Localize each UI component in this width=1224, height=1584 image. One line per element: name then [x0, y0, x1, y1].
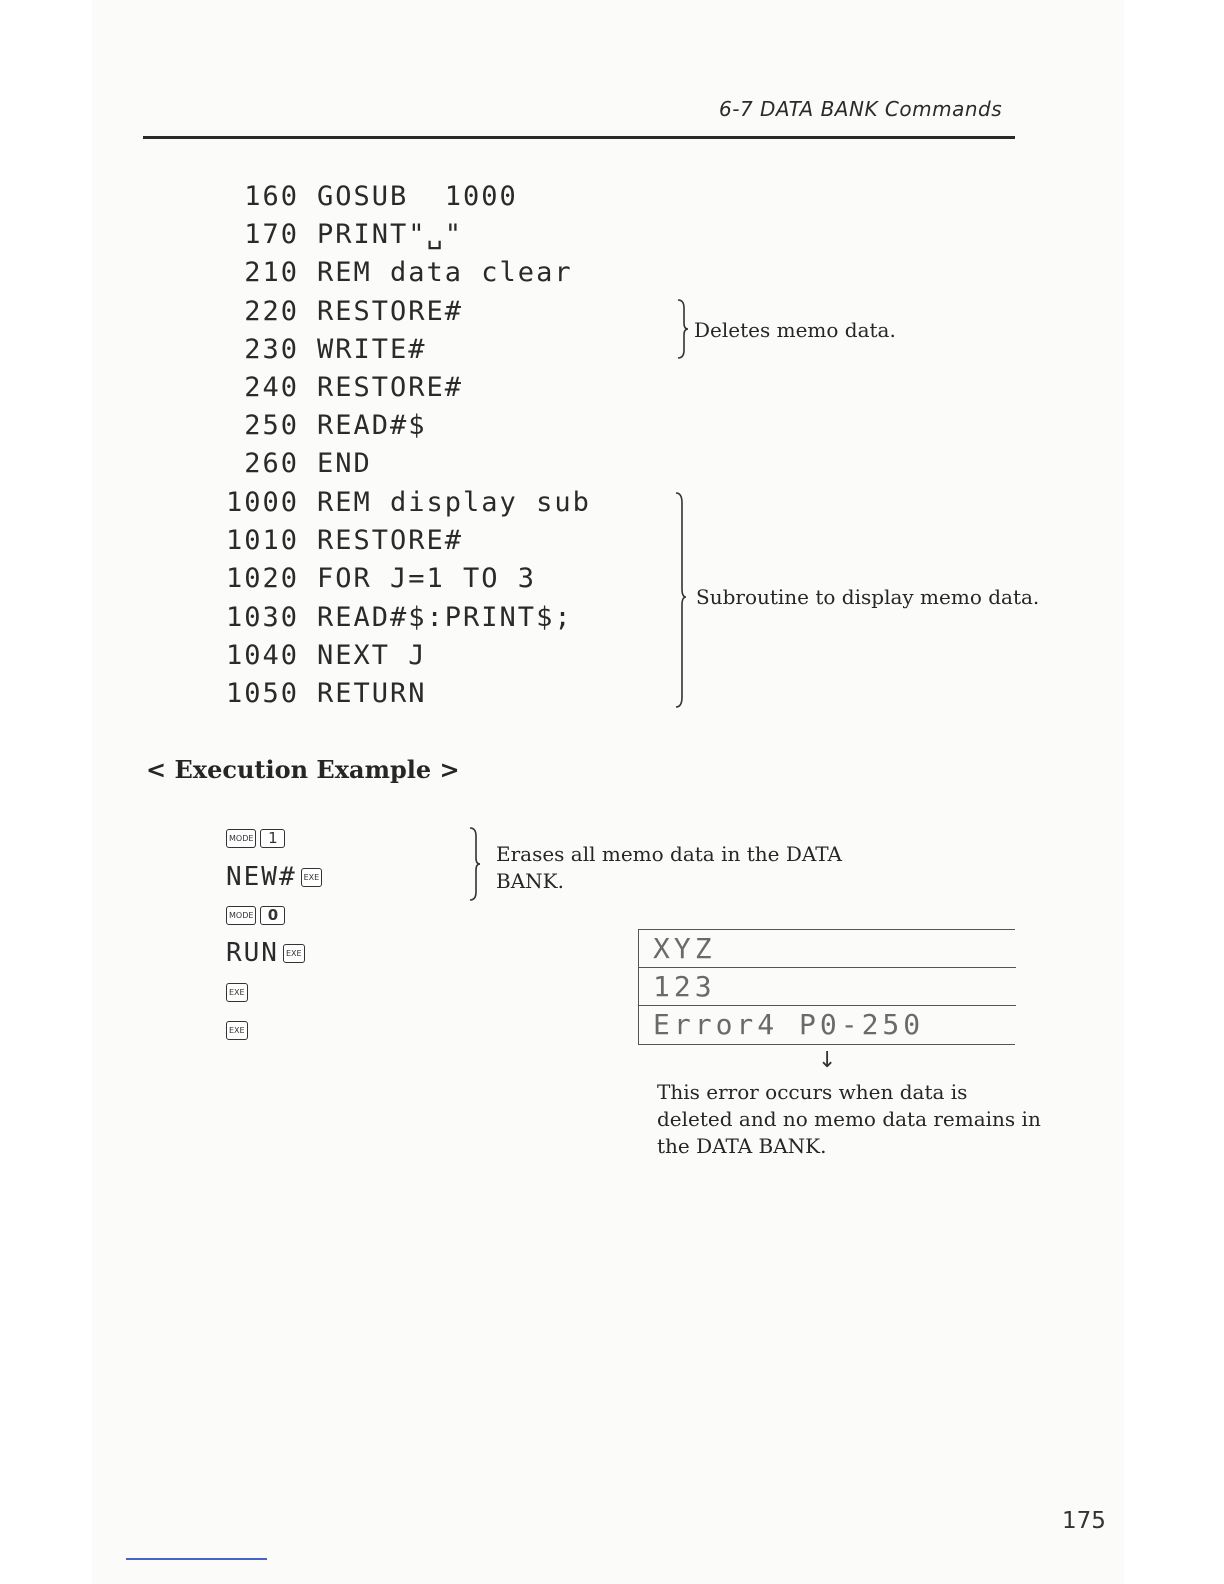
lcd-display — [638, 929, 1015, 1045]
down-arrow-icon: ↓ — [818, 1048, 837, 1073]
key-row — [226, 900, 285, 930]
page-number: 175 — [1062, 1508, 1106, 1534]
statement: RESTORE# — [317, 372, 464, 403]
line-number: 1010 — [225, 525, 299, 556]
line-number: 240 — [244, 372, 299, 403]
lcd-line: XYZ — [639, 930, 1016, 968]
lcd-line: 123 — [639, 968, 1016, 1006]
run-command: RUN — [226, 938, 279, 968]
exe-key: EXE — [283, 944, 305, 963]
statement: NEXT J — [317, 640, 427, 671]
line-number: 260 — [244, 448, 299, 479]
key-row — [226, 977, 248, 1007]
brace-subroutine — [674, 491, 688, 709]
statement: PRINT"␣" — [317, 219, 464, 250]
statement: FOR J=1 TO 3 — [317, 563, 537, 594]
note-error: This error occurs when data is deleted and no memo data remains in the DATA BANK. — [657, 1080, 1041, 1158]
zero-key: 0 — [260, 906, 285, 925]
exe-key: EXE — [226, 983, 248, 1002]
statement: GOSUB 1000 — [317, 181, 518, 212]
note-erase: Erases all memo data in the DATA BANK. — [496, 842, 842, 893]
line-number: 1000 — [225, 487, 299, 518]
statement: REM display sub — [317, 487, 591, 518]
new-command: NEW# — [226, 862, 297, 892]
statement: WRITE# — [317, 334, 427, 365]
statement: RESTORE# — [317, 525, 464, 556]
line-number: 1030 — [225, 602, 299, 633]
exe-key: EXE — [226, 1021, 248, 1040]
one-key: 1 — [260, 829, 285, 848]
key-row — [226, 938, 305, 968]
line-number: 250 — [244, 410, 299, 441]
header-rule — [143, 136, 1015, 139]
key-row — [226, 823, 285, 853]
brace-erase — [468, 826, 482, 902]
line-number: 1050 — [225, 678, 299, 709]
note-delete: Deletes memo data. — [694, 318, 896, 342]
exe-key: EXE — [301, 868, 323, 887]
statement: REM data clear — [317, 257, 573, 288]
line-number: 1040 — [225, 640, 299, 671]
execution-example-title: < Execution Example > — [146, 755, 460, 784]
mode-key: MODE — [226, 906, 256, 925]
statement: RETURN — [317, 678, 427, 709]
line-number: 170 — [244, 219, 299, 250]
statement: READ#$ — [317, 410, 427, 441]
line-number: 1020 — [225, 563, 299, 594]
line-number: 230 — [244, 334, 299, 365]
key-row — [226, 862, 322, 892]
statement: END — [317, 448, 372, 479]
line-number: 220 — [244, 296, 299, 327]
key-row — [226, 1015, 248, 1045]
line-number: 210 — [244, 257, 299, 288]
statement: RESTORE# — [317, 296, 464, 327]
brace-delete — [676, 298, 690, 360]
line-number: 160 — [244, 181, 299, 212]
statement: READ#$:PRINT$; — [317, 602, 573, 633]
running-header: 6-7 DATA BANK Commands — [719, 97, 1003, 121]
lcd-line: Error4 P0-250 — [653, 1008, 925, 1041]
note-subroutine: Subroutine to display memo data. — [696, 585, 1040, 609]
mode-key: MODE — [226, 829, 256, 848]
bottom-rule — [126, 1558, 267, 1560]
